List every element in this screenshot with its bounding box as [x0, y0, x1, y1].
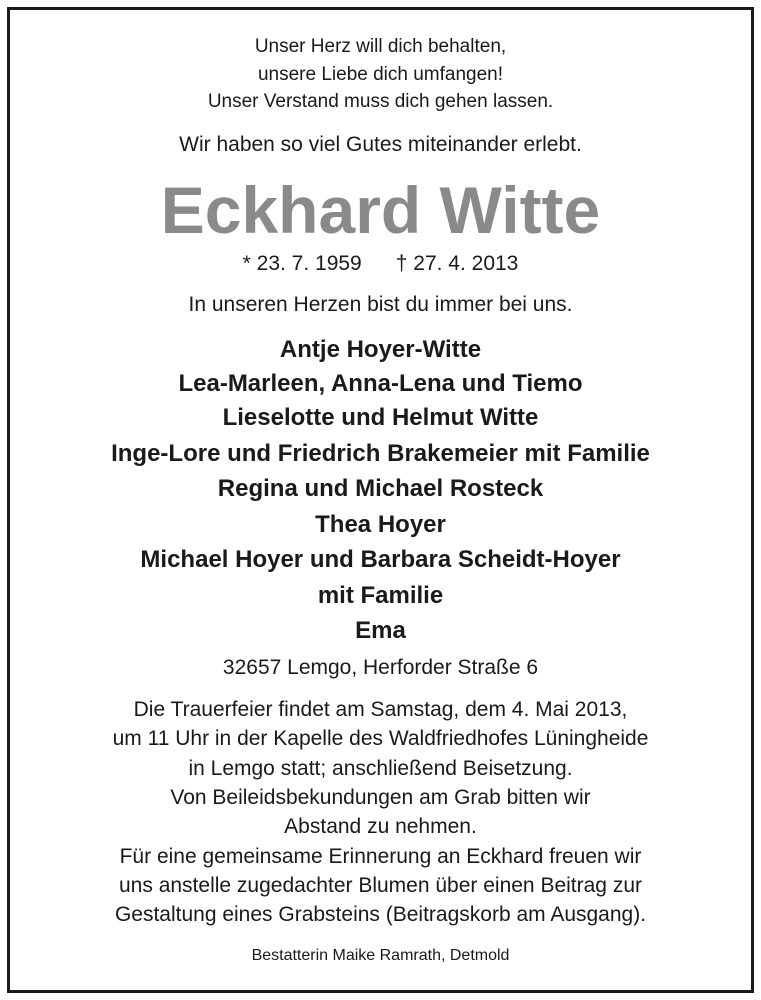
deceased-name: Eckhard Witte [160, 173, 601, 247]
mourner-line: Inge-Lore und Friedrich Brakemeier mit Familie [111, 440, 650, 467]
poem-line: unsere Liebe dich umfangen! [257, 64, 504, 85]
ceremony-line: Abstand zu nehmen. [284, 815, 477, 838]
mourner-line: Lea-Marleen, Anna-Lena und Tiemo [178, 370, 583, 397]
life-dates [0, 252, 761, 276]
ceremony-line: uns anstelle zugedachter Blumen über einen Beitrag zur [119, 874, 642, 897]
mourner-line: Ema [355, 617, 406, 644]
poem-line: Unser Verstand muss dich gehen lassen. [207, 91, 554, 112]
mourner-line: Antje Hoyer-Witte [279, 336, 482, 363]
birth-date: * 23. 7. 1959 [242, 252, 362, 275]
dedication: In unseren Herzen bist du immer bei uns. [188, 293, 573, 316]
ceremony-line: in Lemgo statt; anschließend Beisetzung. [188, 757, 573, 780]
mourner-line: Thea Hoyer [315, 511, 446, 538]
undertaker: Bestatterin Maike Ramrath, Detmold [251, 947, 510, 964]
ceremony-line: Gestaltung eines Grabsteins (Beitragskorb am Ausgang). [114, 903, 647, 926]
mourner-line: Michael Hoyer und Barbara Scheidt-Hoyer [140, 546, 621, 573]
poem-line: Unser Herz will dich behalten, [254, 36, 507, 57]
death-date: † 27. 4. 2013 [395, 252, 519, 275]
ceremony-line: Von Beileidsbekundungen am Grab bitten wir [170, 786, 591, 809]
mourner-line: mit Familie [317, 582, 444, 609]
mourner-line: Regina und Michael Rosteck [217, 475, 544, 502]
address: 32657 Lemgo, Herforder Straße 6 [222, 656, 539, 679]
ceremony-line: um 11 Uhr in der Kapelle des Waldfriedhofes Lüningheide [112, 727, 649, 750]
ceremony-line: Für eine gemeinsame Erinnerung an Eckhard freuen wir [119, 845, 642, 868]
motto: Wir haben so viel Gutes miteinander erlebt. [179, 133, 582, 156]
ceremony-line: Die Trauerfeier findet am Samstag, dem 4. Mai 2013, [133, 698, 628, 721]
mourner-line: Lieselotte und Helmut Witte [222, 404, 539, 431]
